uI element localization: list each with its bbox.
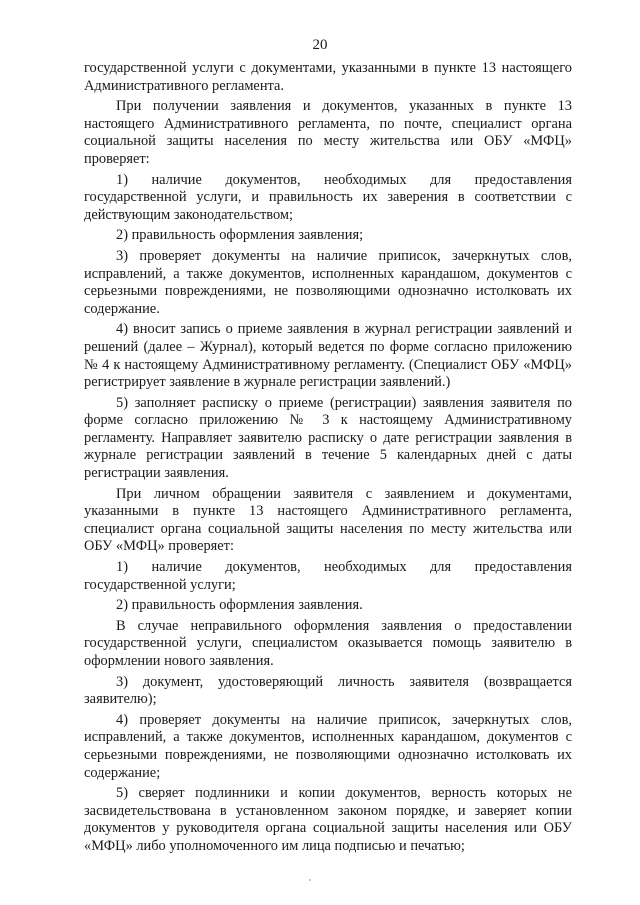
list-item-personal-5: 5) сверяет подлинники и копии документов, верность которых не засвидетельствована в установленном законом порядке, и заверяет копии документов у руководителя органа социальной защиты населения или ОБУ «МФЦ» либо уполномоченного им лица подписью и печатью; <box>84 785 572 854</box>
list-item-postal-4: 4) вносит запись о приеме заявления в журнал регистрации заявлений и решений (далее – Журнал), который ведется по форме согласно приложению № 4 к настоящему Административному регламенту. (Специалист ОБУ «МФЦ» регистрирует заявление в журнале регистрации заявлений.) <box>84 321 572 391</box>
list-item-postal-3: 3) проверяет документы на наличие приписок, зачеркнутых слов, исправлений, а также документов, исполненных карандашом, документов с серьезными повреждениями, не позволяющими однозначно истолковать их содержание. <box>84 247 572 317</box>
list-item-personal-1: 1) наличие документов, необходимых для предоставления государственной услуги; <box>84 559 572 593</box>
list-item-postal-1: 1) наличие документов, необходимых для предоставления государственной услуги, и правильность их заверения в соответствии с действующим законодательством; <box>84 171 572 223</box>
paragraph-incorrect-form: В случае неправильного оформления заявления о предоставлении государственной услуги, специалистом оказывается помощь заявителю в оформлении нового заявления. <box>84 617 572 669</box>
scan-speck <box>309 879 311 881</box>
list-item-personal-2: 2) правильность оформления заявления. <box>116 597 363 614</box>
list-item-personal-4: 4) проверяет документы на наличие приписок, зачеркнутых слов, исправлений, а также документов, исполненных карандашом, документов с серьезными повреждениями, не позволяющими однозначно истолковать их содержание; <box>84 711 572 781</box>
list-item-personal-3: 3) документ, удостоверяющий личность заявителя (возвращается заявителю); <box>84 673 572 708</box>
paragraph-personal-visit: При личном обращении заявителя с заявлением и документами, указанными в пункте 13 настоящего Административного регламента, специалист органа социальной защиты населения по месту жительства или ОБУ «МФЦ» проверяет: <box>84 485 572 555</box>
paragraph-postal-receipt: При получении заявления и документов, указанных в пункте 13 настоящего Административного регламента, по почте, специалист органа социальной защиты населения по месту жительства или ОБУ «МФЦ» проверяет: <box>84 98 572 167</box>
page-number: 20 <box>312 37 328 53</box>
paragraph-continuation: государственной услуги с документами, указанными в пункте 13 настоящего Административного регламента. <box>84 60 572 94</box>
document-body <box>84 60 572 859</box>
list-item-postal-5: 5) заполняет расписку о приеме (регистрации) заявления заявителя по форме согласно приложению № 3 к настоящему Административному регламенту. Направляет заявителю расписку о дате регистрации заявления в журнале регистрации заявлений в течение 5 календарных дней с даты регистрации заявления. <box>84 394 572 482</box>
list-item-postal-2: 2) правильность оформления заявления; <box>116 227 364 244</box>
